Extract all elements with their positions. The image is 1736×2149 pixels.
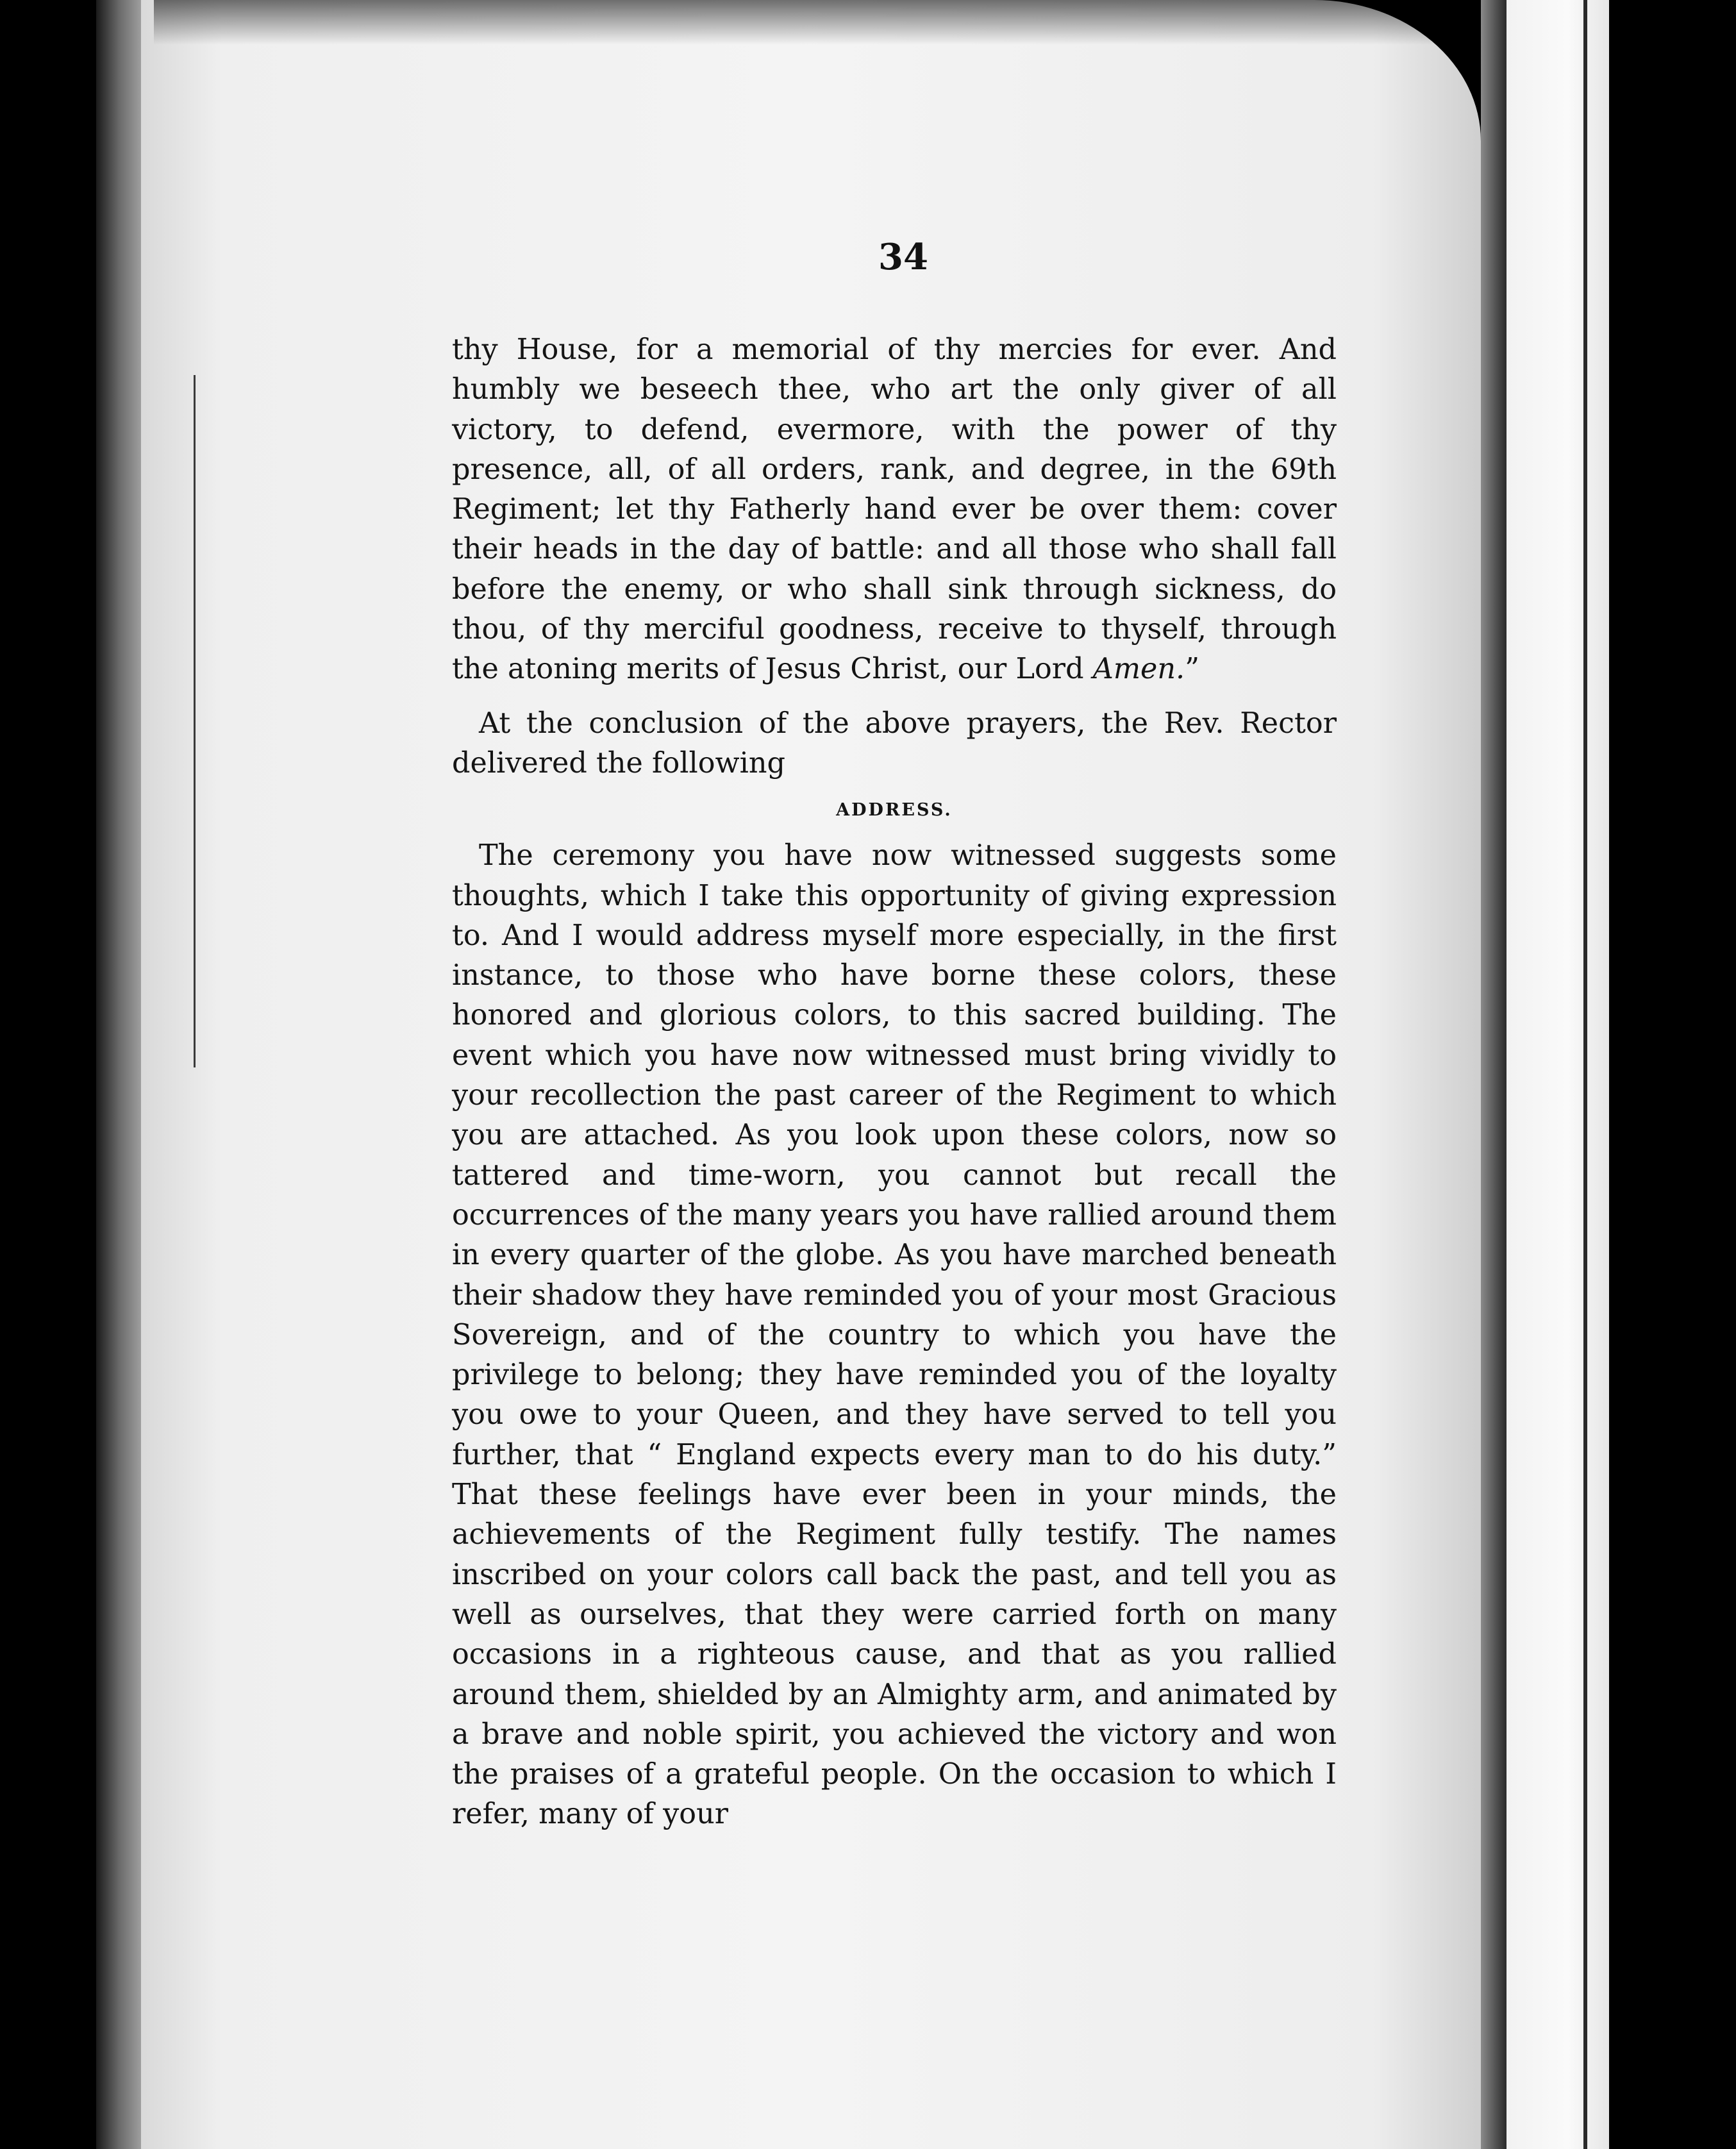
closing-quote: ” (1185, 653, 1199, 686)
page-gutter-shadow (1481, 0, 1506, 2149)
address-heading: ADDRESS. (836, 800, 953, 821)
address-paragraph: The ceremony you have now witnessed suggests some thoughts, which I take this opportunity of giving expression to. And I would address myself more especially, in the first instance, to those who have borne these colors, these honored and glorious colors, to this sacred building. The event which you have now witnessed must bring vividly to your recollection the past career of the Regiment to which you are attached. As you look upon these colors, now so tattered and time-worn, you cannot but recall the occurrences of the many years you have rallied around them in every quarter of the globe. As you have marched beneath their shadow they have reminded you of your most Gracious Sovereign, and of the country to which you have the privilege to belong; they have reminded you of the loyalty you owe to your Queen, and they have served to tell you further, that “ England expects every man to do his duty.” That these feelings have ever been in your minds, the achievements of the Regiment fully testify. The names inscribed on your colors call back the past, and tell you as well as ourselves, that they were carried forth on many occasions in a righteous cause, and that as you rallied around them, shielded by an Almighty arm, and animated by a brave and noble spirit, you achieved the victory and won the praises of a grateful people. On the occasion to which I refer, many of your (452, 839, 1337, 1831)
adjacent-page-rule (1583, 0, 1587, 2149)
body-text (452, 330, 1337, 1835)
amen-text: Amen. (1092, 653, 1185, 686)
prayer-text: thy House, for a memorial of thy mercies for ever. And humbly we beseech thee, who art the only giver of all victory, to defend, evermore, with the power of thy presence, all, of all orders, rank, and degree, in the 69th Regiment; let thy Fatherly hand ever be over them: cover their heads in the day of battle: and all those who shall fall before the enemy, or who shall sink through sickness, do thou, of thy merciful goodness, receive to thyself, through the atoning merits of Jesus Christ, our Lord (452, 333, 1337, 686)
page-number: 34 (878, 236, 928, 278)
adjacent-page-edge (1506, 0, 1609, 2149)
prayer-paragraph (452, 330, 1337, 690)
left-margin-mark (194, 375, 196, 1067)
intro-paragraph: At the conclusion of the above prayers, the Rev. Rector delivered the following (452, 707, 1337, 780)
page-top-shadow (154, 0, 1455, 45)
